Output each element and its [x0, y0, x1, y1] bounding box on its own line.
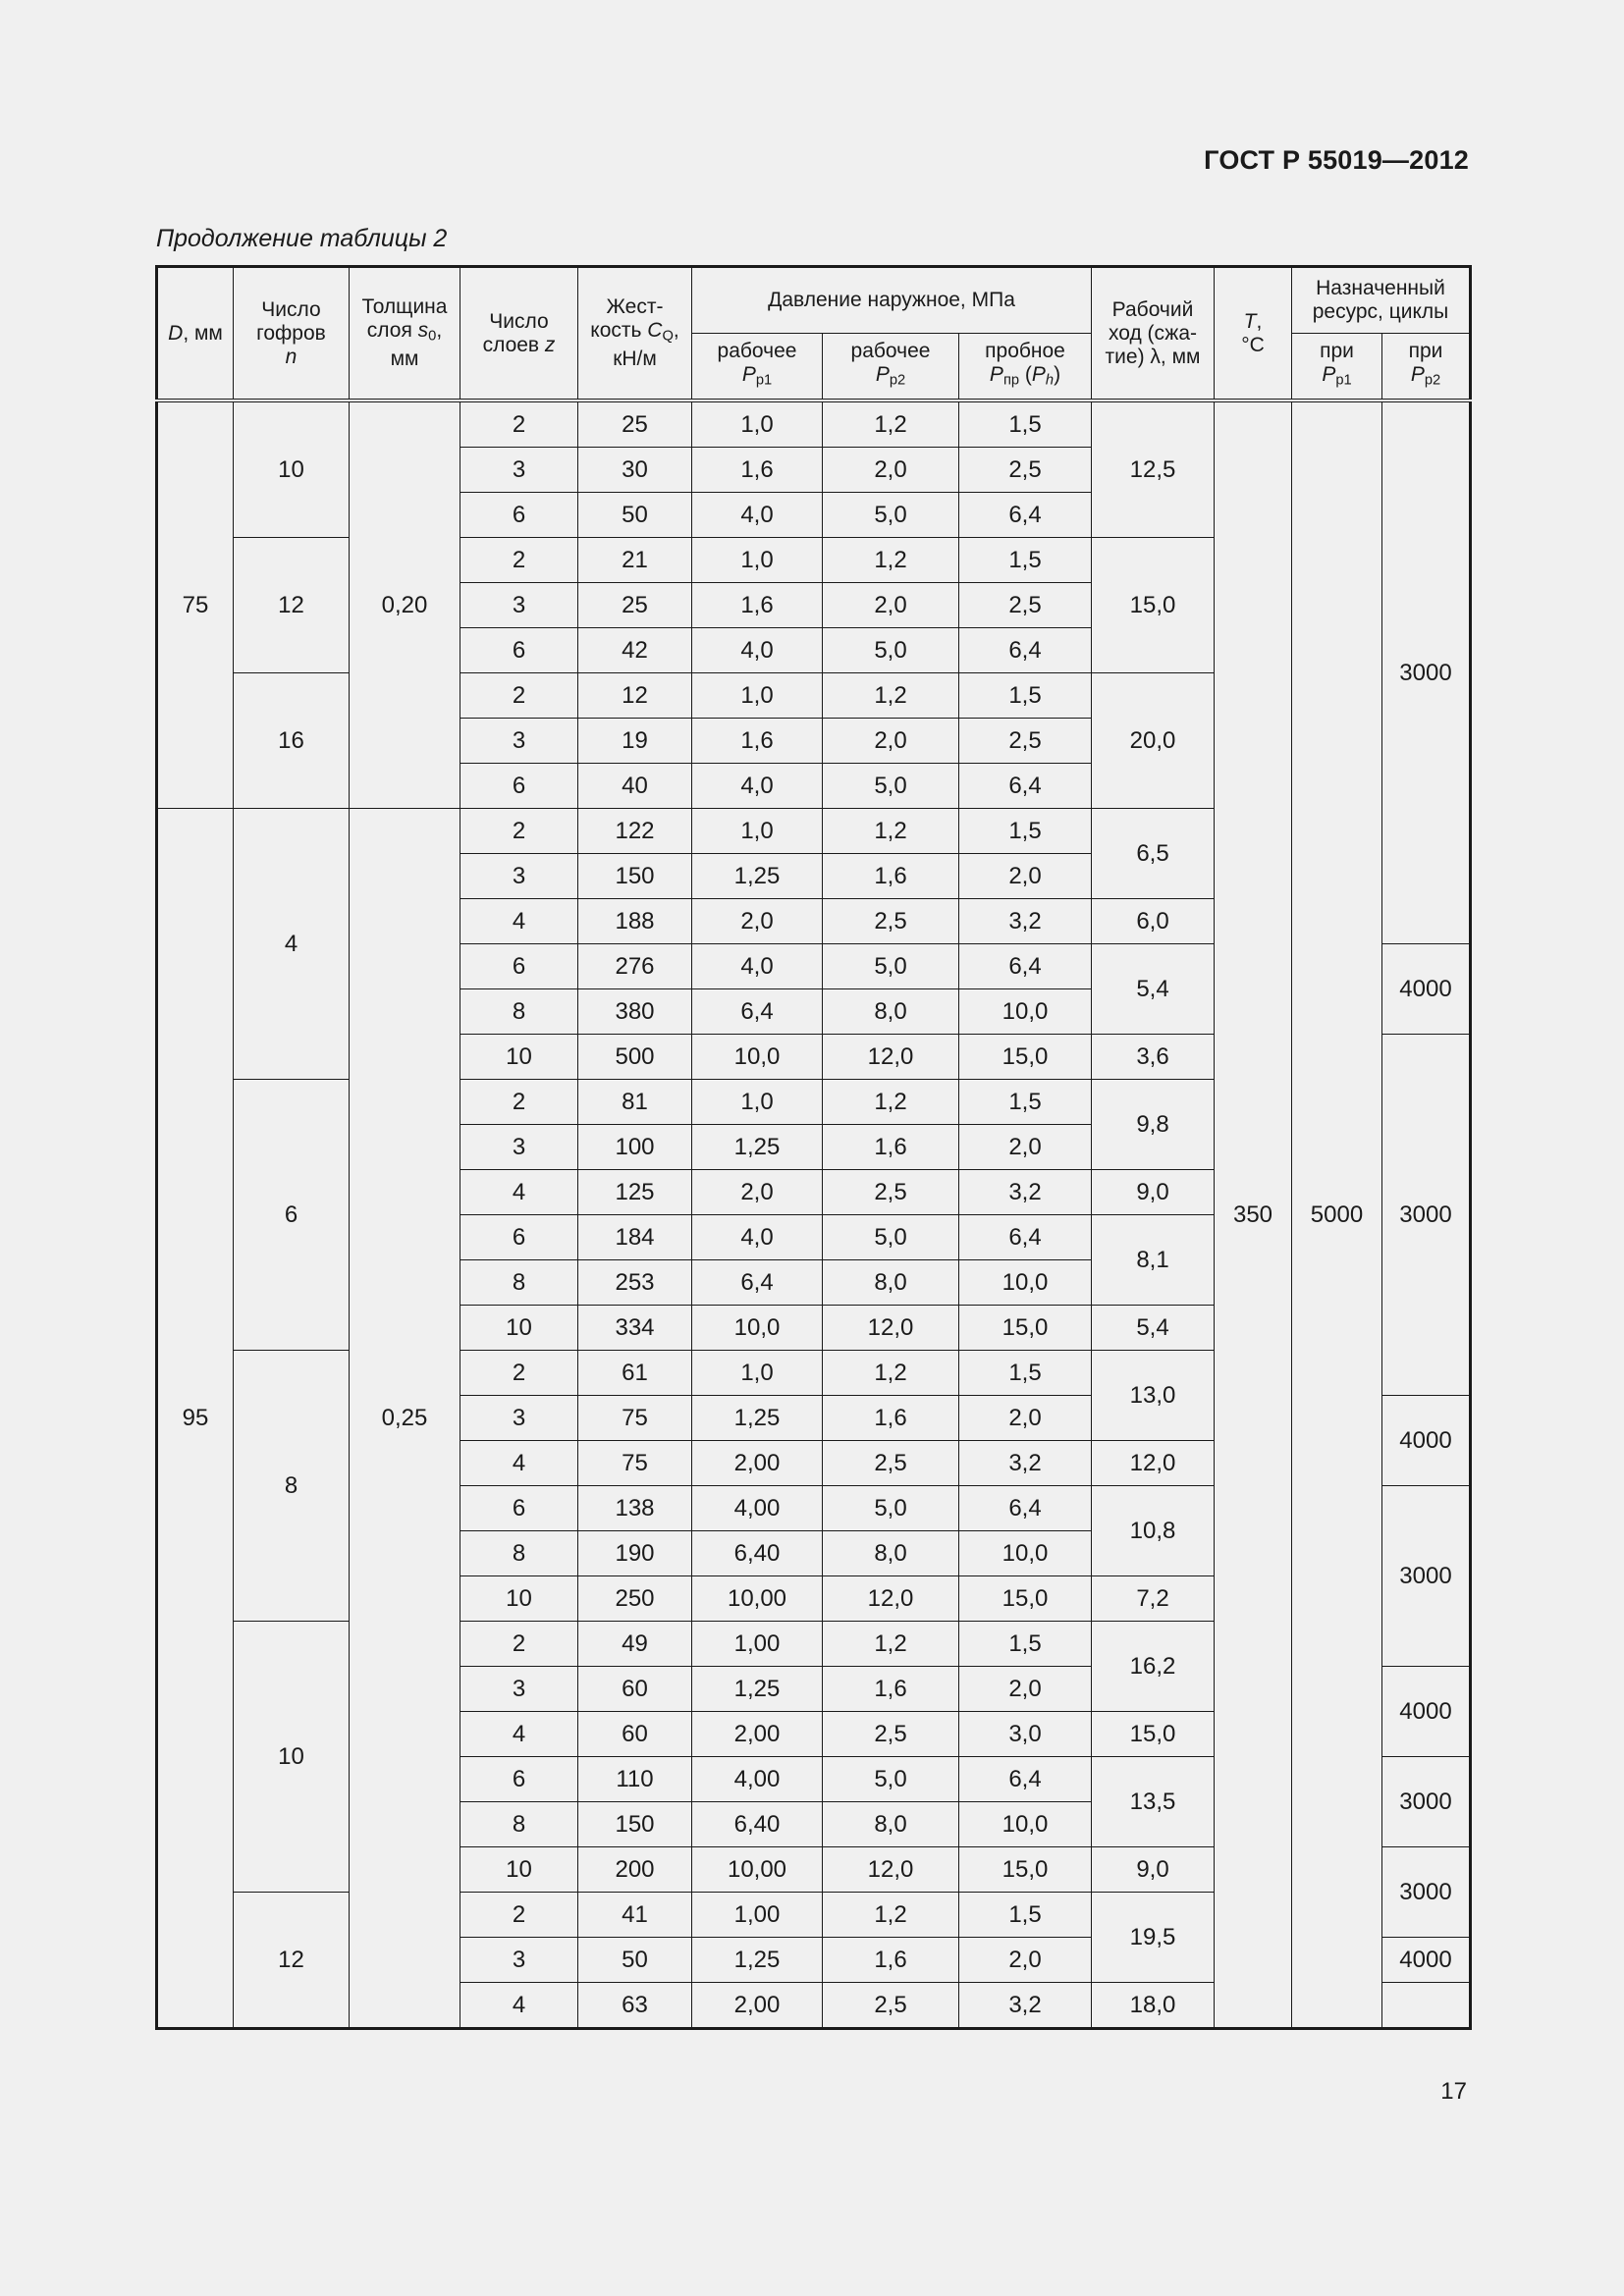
- cell-stroke: 20,0: [1092, 673, 1215, 809]
- cell-pressure-p1: 2,00: [692, 1712, 823, 1757]
- cell-layers: 10: [460, 1306, 578, 1351]
- cell-layers: 2: [460, 400, 578, 448]
- cell-pressure-test: 2,5: [959, 583, 1092, 628]
- header-temperature: T, °C: [1215, 267, 1292, 401]
- cell-pressure-p2: 2,5: [823, 1170, 959, 1215]
- cell-stiffness: 150: [578, 854, 692, 899]
- cell-corrugations: 16: [234, 673, 350, 809]
- cell-stroke: 13,5: [1092, 1757, 1215, 1847]
- cell-pressure-p1: 4,00: [692, 1486, 823, 1531]
- cell-stroke: 3,6: [1092, 1035, 1215, 1080]
- cell-pressure-p1: 1,0: [692, 1351, 823, 1396]
- cell-stiffness: 63: [578, 1983, 692, 2029]
- cell-thickness: 0,25: [350, 809, 460, 2029]
- cell-pressure-p2: 1,2: [823, 1351, 959, 1396]
- cell-stiffness: 40: [578, 764, 692, 809]
- cell-pressure-p2: 5,0: [823, 764, 959, 809]
- cell-layers: 3: [460, 1396, 578, 1441]
- cell-pressure-p2: 2,5: [823, 899, 959, 944]
- cell-stroke: 6,0: [1092, 899, 1215, 944]
- cell-pressure-p2: 1,2: [823, 538, 959, 583]
- cell-pressure-p2: 12,0: [823, 1576, 959, 1622]
- cell-pressure-test: 10,0: [959, 1260, 1092, 1306]
- cell-pressure-p1: 1,6: [692, 583, 823, 628]
- cell-layers: 10: [460, 1035, 578, 1080]
- cell-layers: 3: [460, 583, 578, 628]
- cell-stiffness: 25: [578, 400, 692, 448]
- cell-pressure-p1: 1,0: [692, 538, 823, 583]
- cell-pressure-p2: 5,0: [823, 493, 959, 538]
- cell-pressure-p1: 6,4: [692, 1260, 823, 1306]
- cell-pressure-p1: 1,25: [692, 1667, 823, 1712]
- cell-stiffness: 150: [578, 1802, 692, 1847]
- cell-pressure-p2: 12,0: [823, 1035, 959, 1080]
- cell-layers: 3: [460, 1125, 578, 1170]
- header-d: D, мм: [157, 267, 234, 401]
- cell-layers: 8: [460, 1260, 578, 1306]
- cell-pressure-p1: 2,00: [692, 1983, 823, 2029]
- cell-pressure-p2: 1,6: [823, 1396, 959, 1441]
- cell-pressure-p1: 4,0: [692, 1215, 823, 1260]
- cell-pressure-test: 1,5: [959, 1080, 1092, 1125]
- cell-pressure-p2: 5,0: [823, 628, 959, 673]
- cell-stiffness: 60: [578, 1712, 692, 1757]
- cell-corrugations: 10: [234, 1622, 350, 1893]
- cell-pressure-p2: 1,2: [823, 1622, 959, 1667]
- cell-stiffness: 380: [578, 989, 692, 1035]
- cell-layers: 2: [460, 1351, 578, 1396]
- cell-stiffness: 253: [578, 1260, 692, 1306]
- cell-stiffness: 61: [578, 1351, 692, 1396]
- cell-layers: 3: [460, 854, 578, 899]
- cell-stiffness: 21: [578, 538, 692, 583]
- cell-stroke: 15,0: [1092, 1712, 1215, 1757]
- cell-layers: 10: [460, 1847, 578, 1893]
- cell-stroke: 18,0: [1092, 1983, 1215, 2029]
- cell-pressure-p1: 1,0: [692, 400, 823, 448]
- cell-pressure-p2: 5,0: [823, 1215, 959, 1260]
- cell-pressure-test: 2,0: [959, 1125, 1092, 1170]
- cell-stiffness: 60: [578, 1667, 692, 1712]
- cell-pressure-p2: 12,0: [823, 1306, 959, 1351]
- cell-pressure-test: 10,0: [959, 1531, 1092, 1576]
- cell-stiffness: 25: [578, 583, 692, 628]
- cell-stiffness: 81: [578, 1080, 692, 1125]
- table-row: [157, 400, 1471, 448]
- cell-pressure-p2: 2,5: [823, 1441, 959, 1486]
- cell-pressure-test: 15,0: [959, 1035, 1092, 1080]
- cell-layers: 6: [460, 1486, 578, 1531]
- cell-temperature: 350: [1215, 400, 1292, 2029]
- header-z: Число слоев z: [460, 267, 578, 401]
- cell-layers: 2: [460, 1080, 578, 1125]
- cell-layers: 2: [460, 1622, 578, 1667]
- cell-pressure-p2: 1,2: [823, 400, 959, 448]
- cell-pressure-test: 2,5: [959, 448, 1092, 493]
- cell-stiffness: 19: [578, 719, 692, 764]
- cell-pressure-test: 1,5: [959, 1893, 1092, 1938]
- cell-stroke: 15,0: [1092, 538, 1215, 673]
- cell-layers: 6: [460, 944, 578, 989]
- cell-stiffness: 190: [578, 1531, 692, 1576]
- cell-pressure-p1: 4,0: [692, 628, 823, 673]
- cell-pressure-p1: 1,0: [692, 1080, 823, 1125]
- cell-stiffness: 75: [578, 1396, 692, 1441]
- cell-pressure-p2: 2,0: [823, 448, 959, 493]
- cell-pressure-p1: 1,25: [692, 1396, 823, 1441]
- header-stroke: Рабочий ход (сжа- тие) λ, мм: [1092, 267, 1215, 401]
- cell-corrugations: 4: [234, 809, 350, 1080]
- cell-stiffness: 125: [578, 1170, 692, 1215]
- cell-pressure-p2: 1,2: [823, 1893, 959, 1938]
- header-c: Жест- кость $C_Q$, кН/м: [578, 267, 692, 401]
- cell-pressure-p1: 10,00: [692, 1576, 823, 1622]
- cell-pressure-p2: 1,2: [823, 1080, 959, 1125]
- cell-stroke: 8,1: [1092, 1215, 1215, 1306]
- cell-stiffness: 50: [578, 1938, 692, 1983]
- cell-pressure-p1: 4,00: [692, 1757, 823, 1802]
- cell-corrugations: 10: [234, 400, 350, 538]
- cell-pressure-p2: 1,6: [823, 1667, 959, 1712]
- cell-pressure-test: 6,4: [959, 628, 1092, 673]
- cell-pressure-test: 6,4: [959, 1215, 1092, 1260]
- cell-layers: 4: [460, 1170, 578, 1215]
- cell-stroke: 13,0: [1092, 1351, 1215, 1441]
- cell-pressure-test: 1,5: [959, 538, 1092, 583]
- cell-stiffness: 184: [578, 1215, 692, 1260]
- cell-pressure-test: 1,5: [959, 1622, 1092, 1667]
- cell-pressure-p1: 6,40: [692, 1802, 823, 1847]
- cell-pressure-p1: 4,0: [692, 493, 823, 538]
- header-ph: пробное $P_{пр}$ $(P_h)$: [959, 334, 1092, 401]
- header-n: Число гофров n: [234, 267, 350, 401]
- cell-pressure-p2: 8,0: [823, 1531, 959, 1576]
- cell-corrugations: 12: [234, 1893, 350, 2029]
- cell-layers: 3: [460, 1938, 578, 1983]
- cell-stroke: 19,5: [1092, 1893, 1215, 1983]
- cell-layers: 4: [460, 1441, 578, 1486]
- cell-diameter: 95: [157, 809, 234, 2029]
- cell-stroke: 9,8: [1092, 1080, 1215, 1170]
- cell-pressure-test: 1,5: [959, 673, 1092, 719]
- cell-corrugations: 8: [234, 1351, 350, 1622]
- cell-layers: 4: [460, 1712, 578, 1757]
- cell-pressure-p2: 2,5: [823, 1712, 959, 1757]
- cell-resource-p2: 3000: [1382, 1035, 1471, 1396]
- cell-pressure-p2: 1,6: [823, 854, 959, 899]
- cell-pressure-test: 15,0: [959, 1576, 1092, 1622]
- header-resource-p2: при $P_{р2}$: [1382, 334, 1471, 401]
- cell-pressure-test: 2,0: [959, 1396, 1092, 1441]
- cell-stroke: 10,8: [1092, 1486, 1215, 1576]
- cell-layers: 2: [460, 538, 578, 583]
- cell-stroke: 5,4: [1092, 944, 1215, 1035]
- cell-pressure-p1: 1,00: [692, 1893, 823, 1938]
- cell-pressure-p2: 1,2: [823, 673, 959, 719]
- cell-stroke: 6,5: [1092, 809, 1215, 899]
- cell-pressure-test: 10,0: [959, 989, 1092, 1035]
- table-caption: Продолжение таблицы 2: [156, 225, 448, 252]
- cell-pressure-p1: 1,25: [692, 854, 823, 899]
- cell-pressure-p1: 2,0: [692, 1170, 823, 1215]
- cell-layers: 3: [460, 719, 578, 764]
- cell-stiffness: 100: [578, 1125, 692, 1170]
- cell-stroke: 12,5: [1092, 400, 1215, 538]
- cell-resource-p2: 3000: [1382, 1847, 1471, 1938]
- cell-pressure-p1: 4,0: [692, 944, 823, 989]
- cell-pressure-p1: 1,6: [692, 448, 823, 493]
- cell-pressure-test: 3,0: [959, 1712, 1092, 1757]
- cell-stroke: 9,0: [1092, 1847, 1215, 1893]
- cell-pressure-test: 6,4: [959, 764, 1092, 809]
- cell-pressure-p1: 1,25: [692, 1125, 823, 1170]
- cell-pressure-test: 15,0: [959, 1306, 1092, 1351]
- cell-pressure-test: 1,5: [959, 1351, 1092, 1396]
- cell-resource-p2: 3000: [1382, 1757, 1471, 1847]
- cell-stiffness: 276: [578, 944, 692, 989]
- cell-pressure-p2: 8,0: [823, 989, 959, 1035]
- cell-layers: 6: [460, 628, 578, 673]
- cell-layers: 4: [460, 899, 578, 944]
- cell-layers: 2: [460, 673, 578, 719]
- cell-pressure-test: 6,4: [959, 944, 1092, 989]
- cell-pressure-test: 2,0: [959, 1938, 1092, 1983]
- cell-layers: 3: [460, 1667, 578, 1712]
- cell-pressure-test: 3,2: [959, 1441, 1092, 1486]
- cell-stiffness: 138: [578, 1486, 692, 1531]
- cell-resource-p2: 4000: [1382, 944, 1471, 1035]
- cell-stiffness: 110: [578, 1757, 692, 1802]
- cell-stiffness: 49: [578, 1622, 692, 1667]
- cell-stiffness: 50: [578, 493, 692, 538]
- cell-pressure-p1: 2,0: [692, 899, 823, 944]
- cell-resource-p2: 4000: [1382, 1938, 1471, 1983]
- pipe-data-table: [155, 265, 1472, 2030]
- cell-layers: 2: [460, 1893, 578, 1938]
- cell-stroke: 12,0: [1092, 1441, 1215, 1486]
- cell-layers: 10: [460, 1576, 578, 1622]
- page-number: 17: [1440, 2078, 1467, 2105]
- cell-pressure-p2: 1,6: [823, 1125, 959, 1170]
- cell-pressure-p1: 6,4: [692, 989, 823, 1035]
- cell-pressure-test: 6,4: [959, 493, 1092, 538]
- cell-stiffness: 334: [578, 1306, 692, 1351]
- document-code: ГОСТ Р 55019—2012: [1204, 145, 1469, 175]
- header-resource-p1: при $P_{р1}$: [1292, 334, 1382, 401]
- cell-stroke: 7,2: [1092, 1576, 1215, 1622]
- cell-layers: 6: [460, 493, 578, 538]
- cell-stiffness: 122: [578, 809, 692, 854]
- cell-layers: 6: [460, 1215, 578, 1260]
- header-p2: рабочее $P_{р2}$: [823, 334, 959, 401]
- cell-pressure-test: 3,2: [959, 899, 1092, 944]
- cell-stiffness: 41: [578, 1893, 692, 1938]
- cell-pressure-p2: 8,0: [823, 1260, 959, 1306]
- cell-layers: 8: [460, 1531, 578, 1576]
- cell-pressure-p1: 10,0: [692, 1306, 823, 1351]
- cell-pressure-p2: 5,0: [823, 1757, 959, 1802]
- cell-pressure-p1: 1,0: [692, 809, 823, 854]
- cell-stroke: 5,4: [1092, 1306, 1215, 1351]
- cell-pressure-p1: 2,00: [692, 1441, 823, 1486]
- cell-pressure-test: 2,0: [959, 1667, 1092, 1712]
- cell-layers: 2: [460, 809, 578, 854]
- cell-pressure-p2: 2,0: [823, 583, 959, 628]
- cell-stiffness: 500: [578, 1035, 692, 1080]
- cell-pressure-p1: 10,0: [692, 1035, 823, 1080]
- cell-pressure-p2: 5,0: [823, 1486, 959, 1531]
- cell-stiffness: 250: [578, 1576, 692, 1622]
- cell-pressure-p1: 1,0: [692, 673, 823, 719]
- cell-pressure-p2: 8,0: [823, 1802, 959, 1847]
- cell-stiffness: 30: [578, 448, 692, 493]
- cell-layers: 8: [460, 1802, 578, 1847]
- cell-layers: 6: [460, 1757, 578, 1802]
- cell-pressure-p2: 1,6: [823, 1938, 959, 1983]
- cell-pressure-test: 6,4: [959, 1757, 1092, 1802]
- cell-pressure-test: 3,2: [959, 1170, 1092, 1215]
- cell-layers: 6: [460, 764, 578, 809]
- cell-pressure-test: 15,0: [959, 1847, 1092, 1893]
- cell-stiffness: 12: [578, 673, 692, 719]
- cell-layers: 3: [460, 448, 578, 493]
- cell-pressure-p1: 4,0: [692, 764, 823, 809]
- cell-pressure-p2: 2,0: [823, 719, 959, 764]
- cell-stiffness: 42: [578, 628, 692, 673]
- cell-layers: 4: [460, 1983, 578, 2029]
- cell-pressure-p2: 2,5: [823, 1983, 959, 2029]
- cell-pressure-test: 3,2: [959, 1983, 1092, 2029]
- cell-pressure-p2: 1,2: [823, 809, 959, 854]
- cell-resource-p2: 4000: [1382, 1396, 1471, 1486]
- cell-stroke: 16,2: [1092, 1622, 1215, 1712]
- cell-pressure-p1: 10,00: [692, 1847, 823, 1893]
- cell-resource-p2: 4000: [1382, 1667, 1471, 1757]
- cell-corrugations: 6: [234, 1080, 350, 1351]
- cell-pressure-test: 1,5: [959, 400, 1092, 448]
- cell-pressure-p2: 5,0: [823, 944, 959, 989]
- cell-pressure-test: 6,4: [959, 1486, 1092, 1531]
- cell-stiffness: 75: [578, 1441, 692, 1486]
- cell-pressure-p1: 6,40: [692, 1531, 823, 1576]
- cell-diameter: 75: [157, 400, 234, 809]
- cell-stiffness: 200: [578, 1847, 692, 1893]
- cell-pressure-p1: 1,6: [692, 719, 823, 764]
- header-pressure-group: Давление наружное, МПа: [692, 267, 1092, 334]
- cell-stiffness: 188: [578, 899, 692, 944]
- header-resource-group: Назначенный ресурс, циклы: [1292, 267, 1471, 334]
- cell-resource-p2: 3000: [1382, 400, 1471, 944]
- cell-pressure-test: 10,0: [959, 1802, 1092, 1847]
- cell-stroke: 9,0: [1092, 1170, 1215, 1215]
- cell-pressure-test: 2,0: [959, 854, 1092, 899]
- cell-corrugations: 12: [234, 538, 350, 673]
- cell-resource-p2: 3000: [1382, 1486, 1471, 1667]
- cell-pressure-test: 1,5: [959, 809, 1092, 854]
- cell-pressure-p1: 1,25: [692, 1938, 823, 1983]
- table-body: [157, 400, 1471, 2029]
- cell-layers: 8: [460, 989, 578, 1035]
- cell-pressure-test: 2,5: [959, 719, 1092, 764]
- cell-resource-p1: 5000: [1292, 400, 1382, 2029]
- cell-pressure-p2: 12,0: [823, 1847, 959, 1893]
- header-p1: рабочее $P_{р1}$: [692, 334, 823, 401]
- cell-pressure-p1: 1,00: [692, 1622, 823, 1667]
- cell-thickness: 0,20: [350, 400, 460, 809]
- header-s: Толщина слоя $s_0$, мм: [350, 267, 460, 401]
